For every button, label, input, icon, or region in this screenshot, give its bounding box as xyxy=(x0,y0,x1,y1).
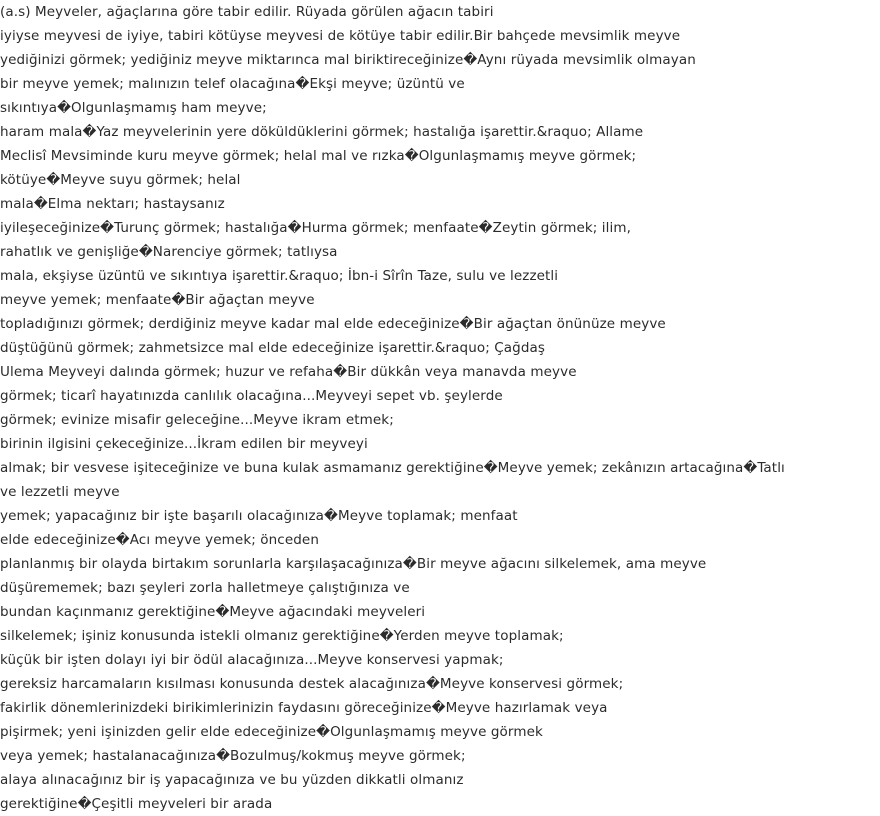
text-line: meyve yemek; menfaate�Bir ağaçtan meyve xyxy=(0,292,315,308)
text-line: planlanmış bir olayda birtakım sorunlarla karşılaşacağınıza�Bir meyve ağacını silkelemek, ama meyve xyxy=(0,556,707,572)
text-line: görmek; ticarî hayatınızda canlılık olacağına...Meyveyi sepet vb. şeylerde xyxy=(0,388,503,404)
text-line: fakirlik dönemlerinizdeki birikimlerinizin faydasını göreceğinize�Meyve hazırlamak veya xyxy=(0,700,608,716)
text-line: alaya alınacağınız bir iş yapacağınıza ve bu yüzden dikkatli olmanız xyxy=(0,772,464,788)
text-line: pişirmek; yeni işinizden gelir elde edeceğinize�Olgunlaşmamış meyve görmek xyxy=(0,724,543,740)
text-line: ve lezzetli meyve xyxy=(0,484,120,500)
text-line: düştüğünü görmek; zahmetsizce mal elde edeceğinize işarettir.&raquo; Çağdaş xyxy=(0,340,546,356)
text-line: Meclisî Mevsiminde kuru meyve görmek; helal mal ve rızka�Olgunlaşmamış meyve görmek; xyxy=(0,148,637,164)
text-line: elde edeceğinize�Acı meyve yemek; önceden xyxy=(0,532,319,548)
text-line: yediğinizi görmek; yediğiniz meyve miktarınca mal biriktireceğinize�Aynı rüyada mevsimlik olmayan xyxy=(0,52,696,68)
text-line: veya yemek; hastalanacağınıza�Bozulmuş/kokmuş meyve görmek; xyxy=(0,748,466,764)
text-line: rahatlık ve genişliğe�Narenciye görmek; tatlıysa xyxy=(0,244,338,260)
text-line: silkelemek; işiniz konusunda istekli olmanız gerektiğine�Yerden meyve toplamak; xyxy=(0,628,564,644)
text-line: (a.s) Meyveler, ağaçlarına göre tabir edilir. Rüyada görülen ağacın tabiri xyxy=(0,4,494,20)
text-line: almak; bir vesvese işiteceğinize ve buna kulak asmamanız gerektiğine�Meyve yemek; zekânızın artacağına�Tatlı xyxy=(0,460,785,476)
text-line: mala, ekşiyse üzüntü ve sıkıntıya işarettir.&raquo; İbn-i Sîrîn Taze, sulu ve lezzetli xyxy=(0,268,559,284)
text-line: görmek; evinize misafir geleceğine...Meyve ikram etmek; xyxy=(0,412,394,428)
text-line: sıkıntıya�Olgunlaşmamış ham meyve; xyxy=(0,100,267,116)
text-line: birinin ilgisini çekeceğinize...İkram edilen bir meyveyi xyxy=(0,436,368,452)
text-line: iyileşeceğinize�Turunç görmek; hastalığa�Hurma görmek; menfaate�Zeytin görmek; ilim, xyxy=(0,220,632,236)
text-line: haram mala�Yaz meyvelerinin yere döküldüklerini görmek; hastalığa işarettir.&raquo; Allame xyxy=(0,124,644,140)
text-line: kötüye�Meyve suyu görmek; helal xyxy=(0,172,241,188)
text-line: iyiyse meyvesi de iyiye, tabiri kötüyse meyvesi de kötüye tabir edilir.Bir bahçede mevsimlik meyve xyxy=(0,28,681,44)
text-line: bir meyve yemek; malınızın telef olacağına�Ekşi meyve; üzüntü ve xyxy=(0,76,465,92)
text-line: topladığınızı görmek; derdiğiniz meyve kadar mal elde edeceğinize�Bir ağaçtan önünüze meyve xyxy=(0,316,666,332)
text-line: düşürememek; bazı şeyleri zorla halletmeye çalıştığınıza ve xyxy=(0,580,410,596)
text-line: bundan kaçınmanız gerektiğine�Meyve ağacındaki meyveleri xyxy=(0,604,426,620)
text-line: yemek; yapacağınız bir işte başarılı olacağınıza�Meyve toplamak; menfaat xyxy=(0,508,518,524)
text-line: Ulema Meyveyi dalında görmek; huzur ve refaha�Bir dükkân veya manavda meyve xyxy=(0,364,577,380)
text-line: küçük bir işten dolayı iyi bir ödül alacağınıza...Meyve konservesi yapmak; xyxy=(0,652,504,668)
text-line: mala�Elma nektarı; hastaysanız xyxy=(0,196,225,212)
text-line: gerektiğine�Çeşitli meyveleri bir arada xyxy=(0,796,273,812)
text-line: gereksiz harcamaların kısılması konusunda destek alacağınıza�Meyve konservesi görmek; xyxy=(0,676,624,692)
